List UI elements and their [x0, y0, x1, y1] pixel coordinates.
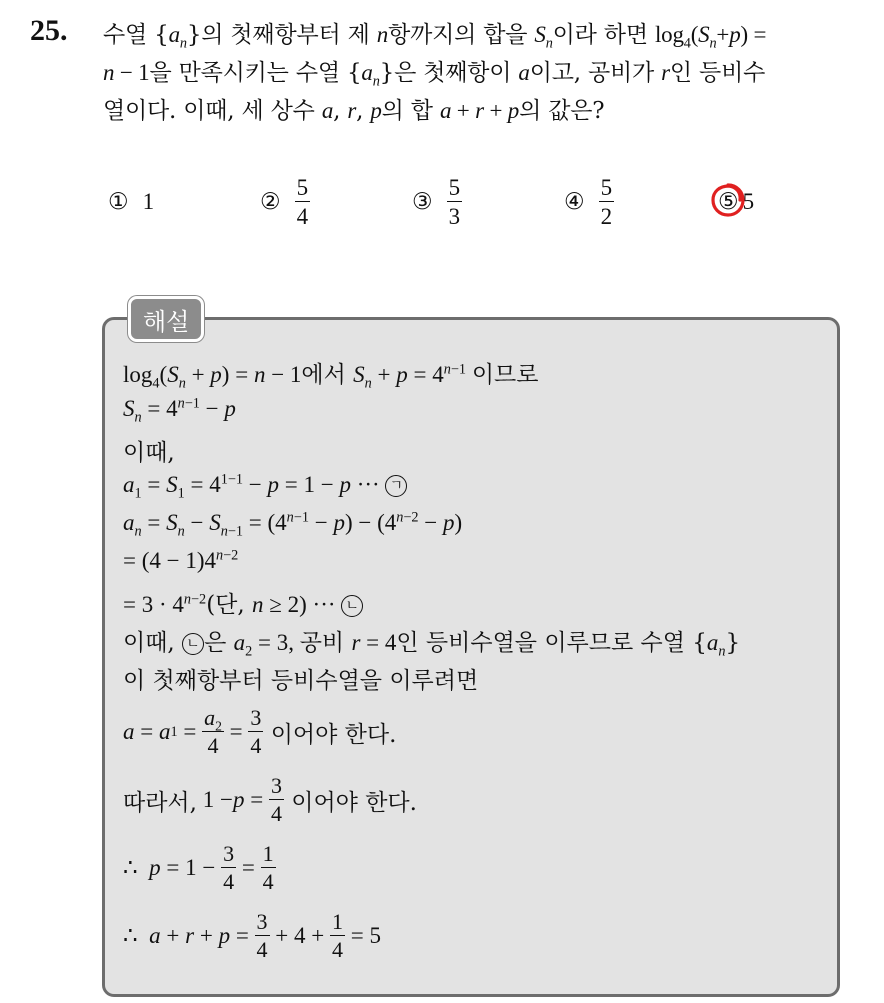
- fraction: $\frac{1}{4}$: [332, 909, 343, 962]
- fraction: $\frac{3}{4}$: [223, 841, 235, 894]
- choice-fraction: [599, 176, 615, 228]
- circle-label-icon: ㄴ: [182, 633, 204, 655]
- fraction: $\frac{3}{4}$: [256, 909, 268, 962]
- circle-label-icon: ㄱ: [385, 475, 407, 497]
- fraction: $\frac{1}{4}$: [262, 841, 274, 894]
- choice-mark: ②: [260, 189, 281, 215]
- solution-line-8: 이때, ㄴ 은 $a_2 = 3$, 공비 r = 4인 등비수열을 이루므로 수열 $\{a_n\}$: [123, 630, 741, 660]
- choice-fraction: [295, 176, 311, 228]
- numerator: 5: [448, 175, 461, 200]
- choice-value: 5: [742, 189, 755, 214]
- solution-line-10: a = a 1 = $\frac{a_2}{4}$ = $\frac{3}{4}$ 이어야 한다.: [123, 705, 397, 758]
- choice-1[interactable]: [108, 172, 154, 232]
- question-number: 25.: [30, 14, 68, 47]
- numerator: 5: [600, 175, 613, 200]
- solution-line-7: = $3 \cdot 4^{n-2}$(단, n ≥ 2) ··· ㄴ: [123, 586, 363, 619]
- question-line-1: 수열 $\{a_n\}$의 첫째항부터 제 n항까지의 합을 $S_n$이라 하면 $\log_4(S_n+p)$ =: [103, 22, 767, 52]
- solution-line-3: 이때,: [123, 440, 175, 466]
- question-line-3: 열이다. 이때, 세 상수 a, r, p의 합 a + r + p의 값은?: [103, 98, 605, 124]
- choice-fraction: [447, 176, 463, 228]
- fraction: $\frac{3}{4}$: [250, 705, 262, 758]
- denominator: 2: [600, 204, 613, 229]
- solution-line-6: = $(4 - 1)4^{n-2}$: [123, 547, 239, 573]
- solution-line-12: ∴ p = 1 − $\frac{3}{4}$ = $\frac{1}{4}$: [123, 841, 274, 894]
- choice-mark: ①: [108, 189, 129, 215]
- question-line-2: n − 1을 만족시키는 수열 $\{a_n\}$은 첫째항이 a이고, 공비가 r인 등비수: [103, 60, 766, 90]
- fraction: $\frac{a_2}{4}$: [204, 705, 222, 758]
- solution-tag: 해설: [128, 296, 204, 342]
- solution-line-11: 따라서, 1 − p = $\frac{3}{4}$ 이어야 한다.: [123, 773, 417, 826]
- solution-line-13: ∴ a + r + p = $\frac{3}{4}$ + 4 + $\frac{1}{4}$ = 5: [123, 909, 381, 962]
- denominator: 4: [296, 204, 309, 229]
- choice-mark: ④: [564, 189, 585, 215]
- choice-mark: ⑤: [718, 189, 739, 215]
- denominator: 3: [448, 204, 461, 229]
- choice-2[interactable]: [260, 172, 310, 232]
- solution-line-4: $a_1 = S_1 = 4^{1-1} - p = 1 - p$ ··· ㄱ: [123, 472, 407, 498]
- solution-line-5: $a_n = S_n - S_{n-1} = (4^{n-1} - p) - (4^{n-2} - p)$: [123, 509, 463, 540]
- choice-4[interactable]: [564, 172, 614, 232]
- solution-line-2: $S_n = 4^{n-1} - p$: [123, 395, 236, 426]
- fraction: $\frac{3}{4}$: [270, 773, 282, 826]
- numerator: 5: [296, 175, 309, 200]
- solution-line-9: 이 첫째항부터 등비수열을 이루려면: [123, 668, 479, 694]
- choice-3[interactable]: [412, 172, 462, 232]
- solution-line-1: $\log_4(S_n + p) = n - 1$에서 $S_n + p = 4^{n-1}$ 이므로: [123, 361, 539, 392]
- choice-5-selected[interactable]: [718, 172, 754, 232]
- choice-mark: ③: [412, 189, 433, 215]
- choice-value: 1: [142, 189, 155, 214]
- answer-circle-icon: [709, 181, 747, 219]
- circle-label-icon: ㄴ: [341, 595, 363, 617]
